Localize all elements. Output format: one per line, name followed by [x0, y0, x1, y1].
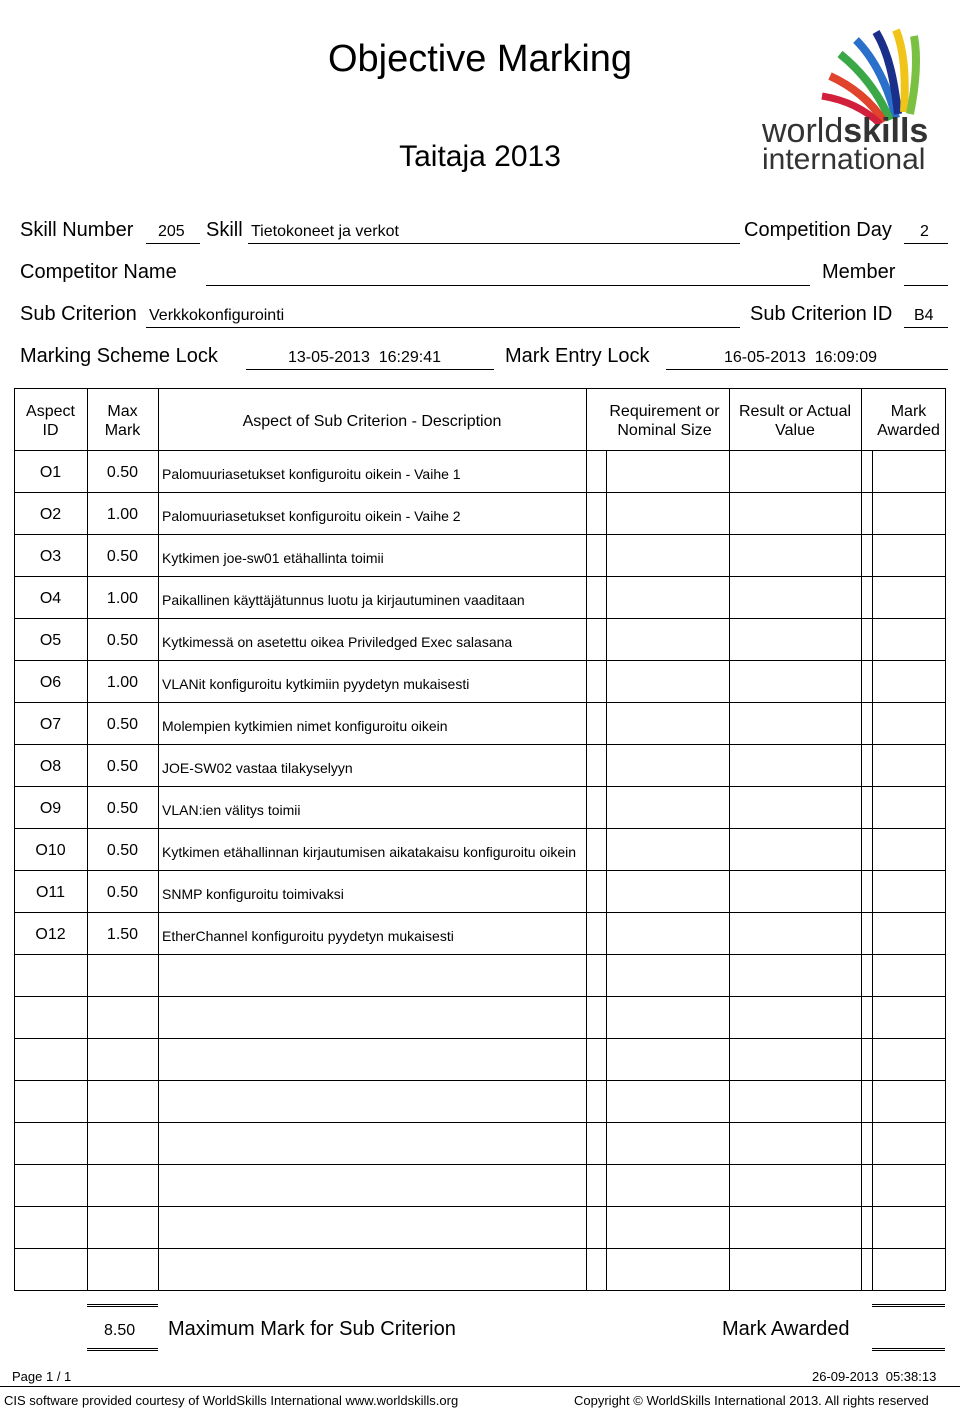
row-divider — [14, 1248, 946, 1249]
header-mark-awarded-line1: Mark — [890, 403, 927, 420]
row-divider — [14, 576, 946, 577]
mark-entry-lock-label: Mark Entry Lock — [505, 345, 650, 367]
description-cell: Palomuuriasetukset konfiguroitu oikein - Vaihe 1 — [162, 466, 461, 482]
marking-scheme-lock-value: 13-05-2013 16:29:41 — [288, 349, 442, 366]
max-mark-cell: 0.50 — [106, 716, 139, 733]
row-divider — [14, 1164, 946, 1165]
sub-criterion-label: Sub Criterion — [20, 303, 137, 325]
skill-value: Tietokoneet ja verkot — [251, 223, 399, 240]
row-divider — [14, 492, 946, 493]
description-cell: Paikallinen käyttäjätunnus luotu ja kirjautuminen vaaditaan — [162, 592, 525, 608]
max-total-rule-top — [87, 1304, 158, 1307]
header-requirement — [600, 402, 729, 440]
printed-timestamp: 26-09-2013 05:38:13 — [812, 1369, 937, 1384]
header-aspect-id-line2: ID — [42, 422, 59, 439]
footer-copyright: Copyright © WorldSkills International 2013. All rights reserved — [574, 1393, 929, 1408]
competition-day-value: 2 — [920, 223, 929, 240]
max-mark-cell: 0.50 — [106, 548, 139, 565]
max-mark-cell: 0.50 — [106, 632, 139, 649]
column-divider — [158, 388, 159, 1290]
header-description: Aspect of Sub Criterion - Description — [242, 413, 502, 430]
max-total-label: Maximum Mark for Sub Criterion — [168, 1318, 456, 1340]
logo-text-world: world — [762, 112, 844, 150]
member-label: Member — [822, 261, 896, 283]
aspect-id-cell: O10 — [35, 842, 66, 859]
row-divider — [14, 870, 946, 871]
aspect-id-cell: O6 — [39, 674, 62, 691]
description-cell: SNMP konfiguroitu toimivaksi — [162, 886, 344, 902]
aspect-id-cell: O9 — [39, 800, 62, 817]
description-cell: Kytkimessä on asetettu oikea Priviledged Exec salasana — [162, 634, 513, 650]
page-number: Page 1 / 1 — [12, 1369, 72, 1384]
header-max-mark — [87, 402, 158, 440]
max-mark-cell: 0.50 — [106, 842, 139, 859]
max-mark-cell: 0.50 — [106, 884, 139, 901]
aspect-id-cell: O11 — [35, 884, 66, 901]
max-mark-cell: 1.00 — [106, 590, 139, 607]
header-mark-awarded-line2: Awarded — [877, 422, 940, 439]
description-cell: Palomuuriasetukset konfiguroitu oikein - Vaihe 2 — [162, 508, 461, 524]
header-result — [729, 402, 861, 440]
max-mark-cell: 1.50 — [106, 926, 139, 943]
header-max-mark-line1: Max — [107, 403, 138, 420]
header-max-mark-line2: Mark — [104, 422, 141, 439]
max-mark-cell: 1.00 — [106, 674, 139, 691]
table-header-bottom-border — [14, 450, 946, 451]
row-divider — [14, 1122, 946, 1123]
aspect-id-cell: O4 — [39, 590, 62, 607]
row-divider — [14, 786, 946, 787]
max-total-value: 8.50 — [104, 1322, 136, 1339]
header-result-line2: Value — [775, 422, 815, 439]
header-requirement-line2: Nominal Size — [617, 422, 712, 439]
mark-awarded-rule-top — [872, 1304, 945, 1307]
footer-credit: CIS software provided courtesy of WorldSkills International www.worldskills.org — [4, 1393, 459, 1408]
row-divider — [14, 534, 946, 535]
max-total-rule-bottom — [87, 1348, 158, 1351]
row-divider — [14, 912, 946, 913]
mark-awarded-rule-bottom — [872, 1348, 945, 1351]
page-title: Objective Marking — [327, 38, 633, 80]
logo-text-international: international — [762, 143, 926, 176]
row-divider — [14, 1290, 946, 1291]
row-divider — [14, 660, 946, 661]
footer-divider — [0, 1386, 960, 1387]
header-aspect-id-line1: Aspect — [26, 403, 75, 420]
sub-criterion-id-label: Sub Criterion ID — [750, 303, 893, 325]
aspect-id-cell: O1 — [39, 464, 62, 481]
description-cell: Molempien kytkimien nimet konfiguroitu oikein — [162, 718, 448, 734]
row-divider — [14, 744, 946, 745]
table-top-border — [14, 388, 946, 389]
row-divider — [14, 996, 946, 997]
aspect-id-cell: O8 — [39, 758, 62, 775]
description-cell: VLANit konfiguroitu kytkimiin pyydetyn mukaisesti — [162, 676, 470, 692]
skill-number-label: Skill Number — [20, 219, 134, 241]
skill-number-value: 205 — [158, 223, 185, 240]
row-divider — [14, 618, 946, 619]
description-cell: EtherChannel konfiguroitu pyydetyn mukaisesti — [162, 928, 454, 944]
event-subtitle: Taitaja 2013 — [399, 140, 561, 173]
header-aspect-id — [14, 402, 87, 440]
aspect-id-cell: O12 — [35, 926, 66, 943]
aspect-id-cell: O2 — [39, 506, 62, 523]
max-mark-cell: 1.00 — [106, 506, 139, 523]
logo-text-skills: skills — [843, 112, 929, 150]
column-divider — [729, 388, 730, 1290]
aspect-id-cell: O3 — [39, 548, 62, 565]
column-divider — [945, 388, 946, 1290]
header-requirement-line1: Requirement or — [609, 403, 720, 420]
mark-entry-lock-value: 16-05-2013 16:09:09 — [724, 349, 878, 366]
header-mark-awarded — [872, 402, 945, 440]
description-cell: Kytkimen etähallinnan kirjautumisen aikatakaisu konfiguroitu oikein — [162, 844, 577, 860]
aspect-id-cell: O7 — [39, 716, 62, 733]
description-cell: JOE-SW02 vastaa tilakyselyyn — [162, 760, 353, 776]
max-mark-cell: 0.50 — [106, 800, 139, 817]
row-divider — [14, 1206, 946, 1207]
description-cell: VLAN:ien välitys toimii — [162, 802, 301, 818]
skill-label: Skill — [206, 219, 243, 241]
max-mark-cell: 0.50 — [106, 464, 139, 481]
column-divider — [861, 388, 862, 1290]
description-cell: Kytkimen joe-sw01 etähallinta toimii — [162, 550, 384, 566]
max-mark-cell: 0.50 — [106, 758, 139, 775]
competitor-name-label: Competitor Name — [20, 261, 177, 283]
row-divider — [14, 1080, 946, 1081]
mark-awarded-total-label: Mark Awarded — [722, 1318, 850, 1340]
competition-day-label: Competition Day — [744, 219, 892, 241]
row-divider — [14, 702, 946, 703]
sub-criterion-id-value: B4 — [914, 307, 934, 324]
header-result-line1: Result or Actual — [738, 403, 852, 420]
row-divider — [14, 954, 946, 955]
row-divider — [14, 1038, 946, 1039]
column-divider — [586, 388, 587, 1290]
marking-scheme-lock-label: Marking Scheme Lock — [20, 345, 218, 367]
aspect-id-cell: O5 — [39, 632, 62, 649]
row-divider — [14, 828, 946, 829]
sub-criterion-value: Verkkokonfigurointi — [149, 307, 285, 324]
